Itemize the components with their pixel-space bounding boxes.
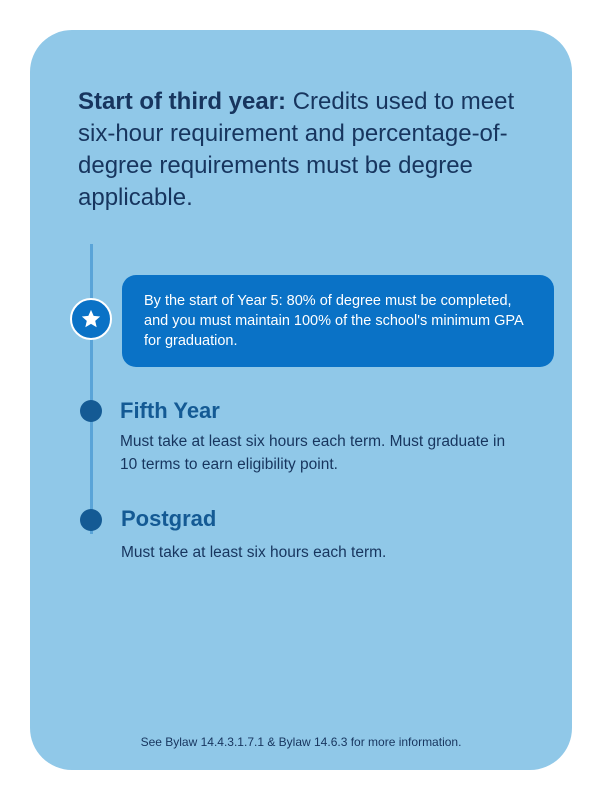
timeline-dot-fifth-year — [80, 400, 102, 422]
stage-body-fifth-year: Must take at least six hours each term. Must graduate in 10 terms to earn eligibility point. — [120, 433, 506, 473]
info-card — [30, 30, 572, 770]
intro-lead: Start of third year: — [78, 88, 287, 115]
stage-title-fifth-year: Fifth Year — [120, 398, 220, 423]
stage-title-postgrad: Postgrad — [121, 506, 217, 531]
stage-body-postgrad: Must take at least six hours each term. — [121, 544, 387, 561]
timeline-line — [90, 244, 93, 534]
year-five-callout — [122, 275, 554, 367]
timeline-dot-postgrad — [80, 509, 102, 531]
star-icon — [70, 298, 112, 340]
intro-text: Credits used to meet six-hour requirement and percentage-of-degree requirements must be degree applicable. — [78, 88, 515, 211]
bylaw-footnote: See Bylaw 14.4.3.1.7.1 & Bylaw 14.6.3 for more information. — [140, 735, 462, 749]
callout-text: By the start of Year 5: 80% of degree must be completed, and you must maintain 100% of the school's minimum GPA for graduation. — [144, 293, 523, 349]
intro-paragraph — [78, 86, 538, 214]
